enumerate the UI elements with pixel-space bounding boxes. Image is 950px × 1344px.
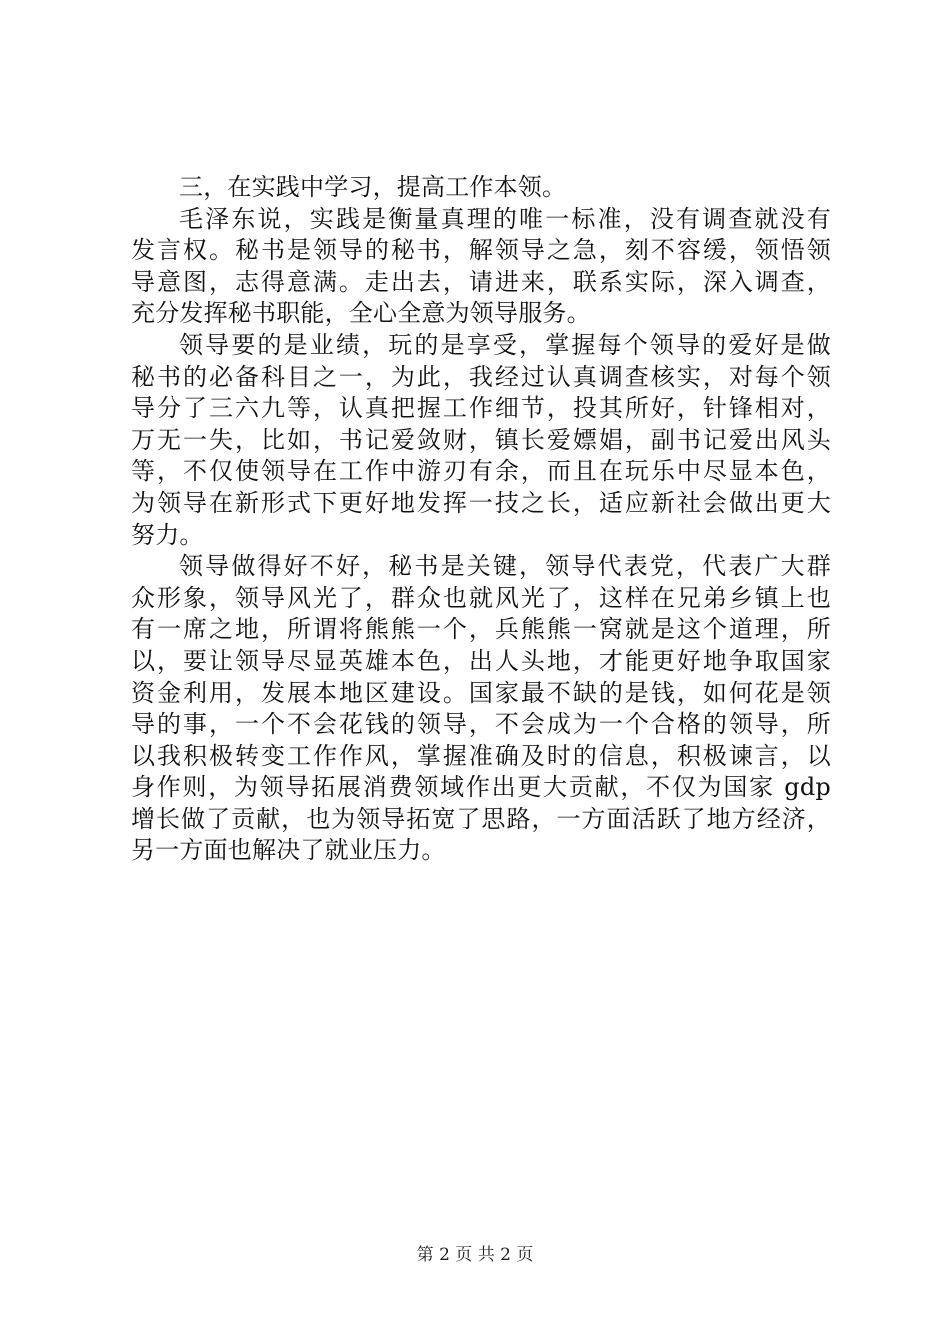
text-line: 三，在实践中学习，提高工作本领。 — [179, 173, 567, 201]
text-line: 增长做了贡献，也为领导拓宽了思路，一方面活跃了地方经济， — [131, 804, 831, 833]
page-number-footer: 第 2 页 共 2 页 — [416, 1245, 534, 1265]
text-line: 导的事，一个不会花钱的领导，不会成为一个合格的领导，所 — [131, 710, 831, 739]
paragraph — [131, 330, 831, 551]
text-line: 为领导在新形式下更好地发挥一技之长，适应新社会做出更大 — [131, 488, 831, 517]
text-line: 以我积极转变工作作风，掌握准确及时的信息，积极谏言，以 — [131, 741, 831, 770]
paragraph — [131, 551, 831, 867]
text-line: 充分发挥秘书职能，全心全意为领导服务。 — [131, 299, 591, 328]
text-line: 另一方面也解决了就业压力。 — [131, 836, 446, 865]
text-line: 资金利用，发展本地区建设。国家最不缺的是钱，如何花是领 — [131, 678, 831, 707]
text-line: 导意图，志得意满。走出去，请进来，联系实际，深入调查， — [131, 267, 831, 296]
text-line: 等，不仅使领导在工作中游刃有余，而且在玩乐中尽显本色， — [131, 457, 831, 486]
text-line: 努力。 — [131, 520, 204, 549]
text-line: 万无一失，比如，书记爱敛财，镇长爱嫖娼，副书记爱出风头 — [131, 425, 831, 454]
text-line: 以，要让领导尽显英雄本色，出人头地，才能更好地争取国家 — [131, 646, 831, 675]
text-line: 秘书的必备科目之一，为此，我经过认真调查核实，对每个领 — [131, 362, 831, 391]
text-line: 身作则，为领导拓展消费领域作出更大贡献，不仅为国家 gdp — [131, 773, 831, 802]
text-line: 发言权。秘书是领导的秘书，解领导之急，刻不容缓，领悟领 — [131, 236, 831, 265]
text-line: 有一席之地，所谓将熊熊一个，兵熊熊一窝就是这个道理，所 — [131, 615, 831, 644]
text-line: 毛泽东说，实践是衡量真理的唯一标准，没有调查就没有 — [179, 204, 831, 233]
text-line: 导分了三六九等，认真把握工作细节，投其所好，针锋相对， — [131, 394, 831, 423]
text-line: 领导要的是业绩，玩的是享受，掌握每个领导的爱好是做 — [179, 330, 831, 359]
text-line: 领导做得好不好，秘书是关键，领导代表党，代表广大群 — [179, 552, 831, 581]
paragraph-heading — [131, 172, 831, 204]
paragraph — [131, 204, 831, 330]
text-line: 众形象，领导风光了，群众也就风光了，这样在兄弟乡镇上也 — [131, 583, 831, 612]
document-body — [131, 172, 831, 867]
